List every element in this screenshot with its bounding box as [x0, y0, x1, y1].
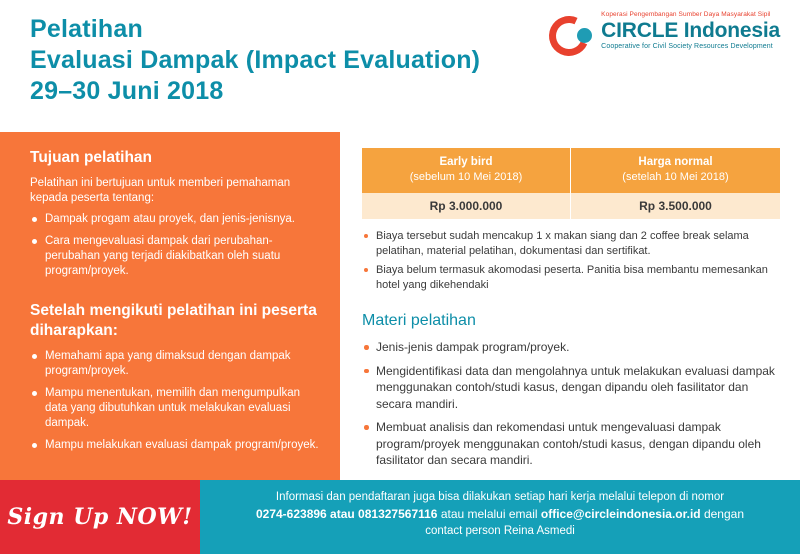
price-column-early-bird — [362, 148, 571, 219]
title-line-2: Evaluasi Dampak (Impact Evaluation) — [30, 46, 481, 74]
list-item: Mampu melakukan evaluasi dampak program/proyek. — [30, 438, 322, 453]
objectives-heading: Tujuan pelatihan — [30, 149, 152, 166]
contact-line-2-mid: atau melalui email — [437, 507, 541, 521]
circle-logo-icon — [549, 16, 593, 60]
outcomes-list — [30, 349, 322, 453]
circle-indonesia-logo — [549, 12, 780, 60]
price-notes-list — [362, 229, 780, 293]
contact-line-1: Informasi dan pendaftaran juga bisa dilakukan setiap hari kerja melalui telepon di nomor — [275, 491, 725, 503]
materi-heading: Materi pelatihan — [362, 312, 476, 329]
contact-line-2 — [214, 506, 786, 523]
list-item: Membuat analisis dan rekomendasi untuk mengevaluasi dampak program/proyek menggunakan contoh/studi kasus, dengan dipandu oleh fasilitator dan secara mandiri. — [362, 419, 780, 469]
price-title: Harga normal — [638, 156, 713, 168]
details-panel — [340, 132, 800, 480]
logo-name: CIRCLE Indonesia — [601, 18, 780, 42]
contact-email[interactable]: office@circleindonesia.or.id — [540, 507, 701, 521]
list-item: Cara mengevaluasi dampak dari perubahan-perubahan yang terjadi diakibatkan oleh suatu program/proyek. — [30, 234, 322, 279]
title-line-1: Pelatihan — [30, 15, 143, 43]
price-header-normal — [571, 148, 780, 193]
list-item: Mampu menentukan, memilih dan mengumpulkan data yang dibutuhkan untuk melakukan evaluasi dampak. — [30, 386, 322, 431]
sign-up-button[interactable]: Sign Up NOW! — [0, 480, 200, 554]
price-table — [362, 148, 780, 219]
outcomes-heading: Setelah mengikuti pelatihan ini peserta diharapkan: — [30, 302, 317, 339]
objectives-panel — [0, 132, 340, 480]
list-item: Dampak progam atau proyek, dan jenis-jenisnya. — [30, 212, 322, 227]
price-header-early-bird — [362, 148, 571, 193]
list-item: Jenis-jenis dampak program/proyek. — [362, 339, 780, 356]
price-value: Rp 3.000.000 — [362, 193, 571, 219]
logo-text-block — [601, 12, 780, 50]
price-subtitle: (setelah 10 Mei 2018) — [622, 171, 729, 183]
objectives-list — [30, 212, 322, 279]
logo-tagline-top: Koperasi Pengembangan Sumber Daya Masyarakat Sipil — [601, 11, 771, 18]
poster-body — [0, 132, 800, 480]
poster-footer — [0, 480, 800, 554]
price-value: Rp 3.500.000 — [571, 193, 780, 219]
list-item: Memahami apa yang dimaksud dengan dampak program/proyek. — [30, 349, 322, 379]
list-item: Biaya tersebut sudah mencakup 1 x makan siang dan 2 coffee break selama pelatihan, material pelatihan, dokumentasi dan sertifikat. — [362, 229, 780, 259]
contact-line-2-end: dengan — [700, 507, 745, 521]
objectives-intro: Pelatihan ini bertujuan untuk memberi pemahaman kepada peserta tentang: — [30, 177, 291, 204]
contact-info-panel — [200, 480, 800, 554]
list-item: Biaya belum termasuk akomodasi peserta. Panitia bisa membantu memesankan hotel yang dikehendaki — [362, 263, 780, 293]
list-item: Mengidentifikasi data dan mengolahnya untuk melakukan evaluasi dampak menggunakan contoh/studi kasus, dengan dipandu oleh fasilitator dan secara mandiri. — [362, 363, 780, 413]
poster-header — [0, 0, 800, 132]
price-subtitle: (sebelum 10 Mei 2018) — [409, 171, 523, 183]
contact-phone-numbers: 0274-623896 atau 081327567116 — [255, 507, 438, 521]
contact-line-3: contact person Reina Asmedi — [425, 525, 575, 537]
price-title: Early bird — [439, 156, 493, 168]
price-column-normal — [571, 148, 780, 219]
logo-tagline-bottom: Cooperative for Civil Society Resources Development — [601, 42, 773, 50]
materi-list — [362, 339, 780, 469]
title-line-3: 29–30 Juni 2018 — [30, 77, 224, 105]
